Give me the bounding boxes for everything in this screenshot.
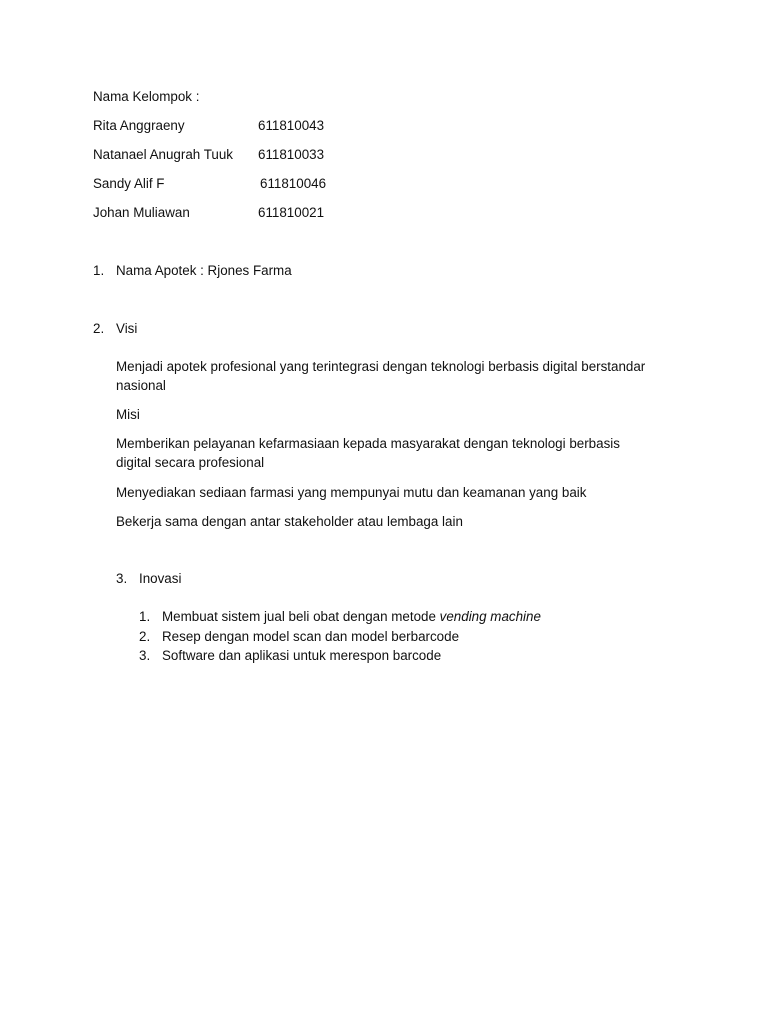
inovasi-title: Inovasi xyxy=(139,571,182,586)
list-item-italic: vending machine xyxy=(439,609,541,624)
visi-text: Menjadi apotek profesional yang terintegrasi dengan teknologi berbasis digital berstandar nasional xyxy=(116,359,646,393)
section-number: 2. xyxy=(93,321,105,336)
list-item-number: 1. xyxy=(139,609,151,624)
section-number: 1. xyxy=(93,263,105,278)
member-name: Rita Anggraeny xyxy=(93,118,185,133)
member-name: Johan Muliawan xyxy=(93,205,190,220)
misi-item: Memberikan pelayanan kefarmasiaan kepada masyarakat dengan teknologi berbasis digital secara profesional xyxy=(116,436,620,470)
misi-title: Misi xyxy=(116,407,140,422)
member-nim: 611810046 xyxy=(260,176,327,191)
list-item-text: Resep dengan model scan dan model berbarcode xyxy=(162,629,460,644)
member-name: Sandy Alif F xyxy=(93,176,165,191)
group-heading: Nama Kelompok : xyxy=(93,89,200,104)
member-name: Natanael Anugrah Tuuk xyxy=(93,147,233,162)
list-item-text: Software dan aplikasi untuk merespon barcode xyxy=(162,648,442,663)
member-nim: 611810043 xyxy=(258,118,325,133)
pharmacy-name: Nama Apotek : Rjones Farma xyxy=(116,263,292,278)
misi-item: Bekerja sama dengan antar stakeholder atau lembaga lain xyxy=(116,514,463,529)
list-item-number: 2. xyxy=(139,629,151,644)
misi-item: Menyediakan sediaan farmasi yang mempunyai mutu dan keamanan yang baik xyxy=(116,485,587,500)
member-nim: 611810033 xyxy=(258,147,325,162)
member-nim: 611810021 xyxy=(258,205,325,220)
section-number: 3. xyxy=(116,571,128,586)
list-item-text: Membuat sistem jual beli obat dengan metode xyxy=(162,609,440,624)
list-item xyxy=(162,608,541,626)
list-item-number: 3. xyxy=(139,648,151,663)
visi-title: Visi xyxy=(116,321,138,336)
